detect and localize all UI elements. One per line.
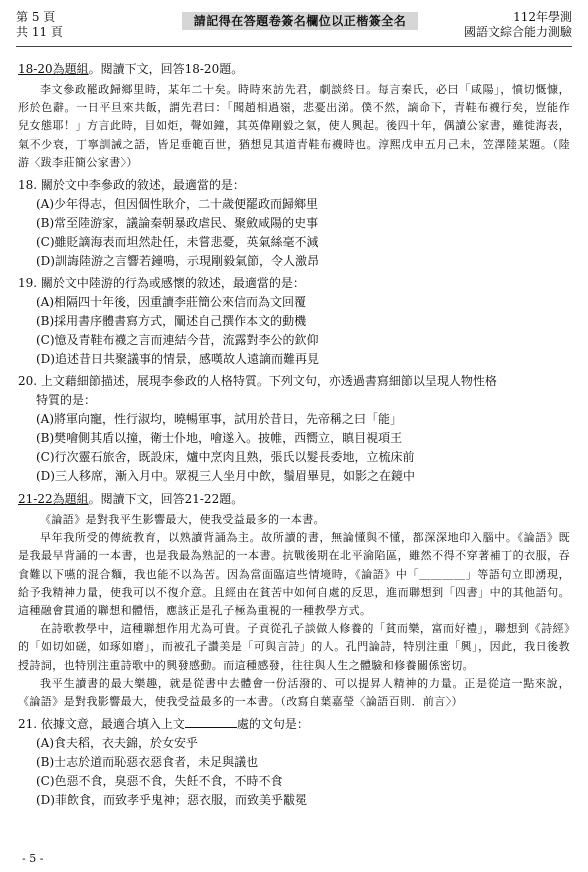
signature-notice: 請記得在答題卷簽名欄位以正楷簽全名 (182, 12, 418, 30)
answer-blank (185, 715, 237, 728)
option-d: (D)訓誨陸游之言響若鐘鳴，示現剛毅氣節，令人激昂 (36, 254, 319, 269)
passage-2-paragraph: 我平生讀書的最大樂趣，就是從書中去體會一份活潑的、可以提昇人精神的力量。正是從這一點來說，《論語》是對我影響最大，使我受益最多的一本書。（改寫自葉嘉瑩〈論語百則．前言〉） (18, 676, 570, 709)
question-stem (18, 715, 570, 734)
exam-year: 112年學測 (513, 10, 572, 24)
group-instruction: 。閱讀下文，回答21-22題。 (88, 492, 244, 507)
passage-1 (18, 81, 570, 172)
question-stem-line2: 特質的是： (36, 393, 97, 408)
passage-2-paragraph: 早年我所受的傳統教育，以熟讀背誦為主。故所讀的書，無論懂與不懂，都深深地印入腦中。《論語》既是我最早背誦的一本書，也是我最為熟記的一本書。抗戰後期在北平淪陷區，雖然不得不穿著補丁的衣服，吞食難以下嚥的混合麵，我也能不以為苦。因為當面臨這些情境時，《論語》中「＿＿＿＿」等語句立即湧現，給予我精神力量，使我可以不復介意。且經由在貧苦中如何自處的反思，進而聯想到「四書」中的其他語句。這種融會貫通的聯想和體悟，應該正是孔子極為重視的一種教學方式。 (18, 531, 570, 618)
passage-2-paragraph: 在詩歌教學中，這種聯想作用尤為可貴。子貢從孔子談做人修養的「貧而樂，富而好禮」，聯想到《詩經》的「如切如磋，如琢如磨」，而被孔子讚美是「可與言詩」的人。孔門論詩，特別注重「興」，因此，我日後教授詩詞，也特別注重詩歌中的興發感動。而這種感發，往往與人生之體驗和修養關係密切。 (18, 622, 570, 672)
passage-1-text: 李文參政罷政歸鄉里時，某年二十矣。時時來訪先君，劇談終日。每言秦氏，必曰「咸陽」，憤切慨慷，形於色辭。一日平旦來共飯，謂先君曰：「聞趙相過嶺，悲憂出涕。僕不然，謫命下，青鞋布襪行矣，豈能作兒女態耶！」方言此時，目如炬，聲如鐘，其英偉剛毅之氣，使人興起。後四十年，偶讀公家書，雖徙海表，氣不少衰，丁寧訓誡之語，皆足垂範百世，猶想見其道青鞋布襪時也。淳熙戊申五月己未，笠澤陸某題。（陸游〈跋李莊簡公家書〉） (18, 83, 570, 169)
option-a: (A)將軍向寵，性行淑均，曉暢軍事，試用於昔日，先帝稱之曰「能」 (36, 412, 403, 427)
option-a: (A)食夫稻，衣夫錦，於女安乎 (36, 736, 199, 751)
passage-2 (18, 511, 570, 711)
option-a: (A)少年得志，但因個性耿介，二十歲便罷政而歸鄉里 (36, 197, 319, 212)
question-stem-line1: 20. 上文藉細節描述，展現李參政的人格特質。下列文句，亦透過書寫細節以呈現人物性格 (18, 374, 497, 389)
option-a: (A)相隔四十年後，因重讀李莊簡公來信而為文回覆 (36, 295, 307, 310)
option-d: (D)追述昔日共聚議事的情景，感嘆故人遠謫而難再見 (36, 352, 319, 367)
question-group-21-22 (18, 490, 570, 509)
question-stem: 19. 關於文中陸游的行為或感懷的敘述，最適當的是： (18, 276, 305, 291)
exam-subject: 國語文綜合能力測驗 (463, 25, 572, 39)
option-c: (C)憶及青鞋布襪之言而連結今昔，流露對李公的欽仰 (36, 333, 319, 348)
question-19 (18, 274, 570, 369)
total-pages: 共 11 頁 (16, 25, 63, 39)
header-divider (16, 46, 572, 47)
option-b: (B)採用書序體書寫方式，闡述自己撰作本文的動機 (36, 314, 307, 329)
question-stem: 18. 關於文中李參政的敘述，最適當的是： (18, 178, 245, 193)
exam-info (464, 10, 572, 40)
question-20 (18, 372, 570, 486)
group-label: 21-22為題組 (18, 492, 89, 507)
option-c: (C)雖貶謫海表而坦然赴任，未嘗悲憂，英氣絲毫不減 (36, 235, 319, 250)
option-b: (B)士志於道而恥惡衣惡食者，未足與議也 (36, 755, 259, 770)
question-21 (18, 715, 570, 810)
page-footer: - 5 - (22, 852, 44, 865)
question-18 (18, 176, 570, 271)
group-instruction: 。閱讀下文，回答18-20題。 (88, 62, 244, 76)
page-number: 第 5 頁 (16, 10, 56, 24)
option-b: (B)常至陸游家，議論秦朝暴政虐民、聚斂咸陽的史事 (36, 216, 319, 231)
option-d: (D)菲飲食，而致孝乎鬼神；惡衣服，而致美乎黻冕 (36, 793, 307, 808)
stem-before-blank: 21. 依據文意，最適合填入上文 (18, 717, 185, 732)
page-content (18, 60, 570, 810)
option-c: (C)色惡不食，臭惡不食，失飪不食，不時不食 (36, 774, 283, 789)
option-d: (D)三人移席，漸入月中。眾視三人坐月中飲，鬚眉畢見，如影之在鏡中 (36, 469, 415, 484)
option-c: (C)行次靈石旅舍，既設床，爐中烹肉且熟，張氏以髮長委地，立梳床前 (36, 450, 415, 465)
stem-after-blank: 處的文句是： (236, 717, 309, 732)
page-header (16, 10, 572, 44)
passage-2-paragraph: 《論語》是對我平生影響最大，使我受益最多的一本書。 (40, 513, 325, 527)
group-label: 18-20為題組 (18, 62, 89, 76)
question-group-18-20 (18, 60, 570, 79)
page-info (16, 10, 63, 40)
option-b: (B)樊噲側其盾以撞，衛士仆地，噲遂入。披帷，西嚮立，瞋目視項王 (36, 431, 403, 446)
